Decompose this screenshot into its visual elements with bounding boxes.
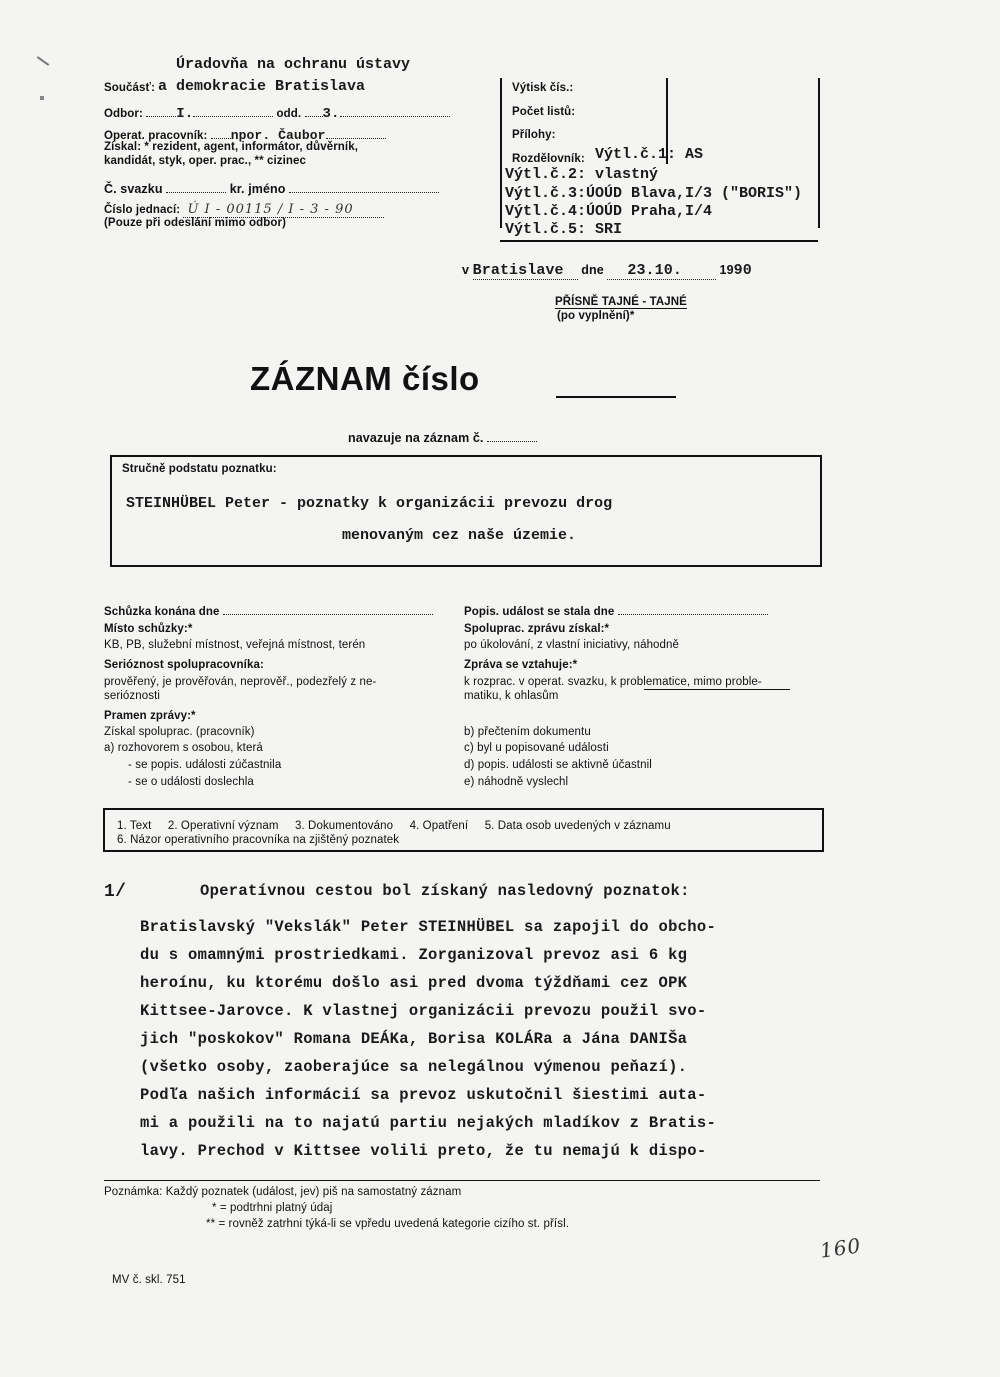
body-line-9: lavy. Prechod v Kittsee volili preto, že tu nemajú k dispo- — [140, 1142, 707, 1160]
body-line-8: mi a použili na to najatú partiu nejakých mladíkov z Bratis- — [140, 1114, 717, 1132]
spoluprac-value: po úkolování, z vlastní iniciativy, náhodně — [464, 639, 680, 651]
summary-box — [110, 455, 822, 567]
misto-value: KB, PB, služební místnost, veřejná místnost, terén — [104, 639, 366, 651]
page-title: ZÁZNAM číslo — [250, 360, 480, 397]
date-row: v Bratislave dne 23.10. 1990 — [462, 262, 752, 279]
date-value: 23.10. — [607, 262, 716, 280]
body-line-1: Bratislavský "Vekslák" Peter STEINHÜBEL sa zapojil do obcho- — [140, 918, 717, 936]
body-line-4: Kittsee-Jarovce. K vlastnej organizácii prevozu použil svo- — [140, 1002, 707, 1020]
classification-line1: PŘÍSNĚ TAJNÉ - TAJNÉ — [555, 296, 687, 308]
body-line-7: Podľa našich informácií sa prevoz uskutočnil šiestimi auta- — [140, 1086, 707, 1104]
summary-line2: menovaným cez naše územie. — [342, 527, 577, 544]
form-id: MV č. skl. 751 — [112, 1274, 186, 1286]
zprava-line1: k rozprac. v operat. svazku, k problematice, mimo proble- — [464, 676, 762, 688]
body-line-3: heroínu, ku ktorému došlo asi pred dvoma týždňami cez OPK — [140, 974, 688, 992]
place-value: Bratislave — [473, 262, 578, 280]
misto-label: Místo schůzky:* — [104, 623, 193, 635]
distribution-box-bottom-border — [500, 240, 818, 242]
distribution-line-4: Výtl.č.4:ÚOÚD Praha,I/4 — [505, 203, 713, 220]
popis-row: Popis. událost se stala dne — [464, 602, 768, 618]
navazuje-row: navazuje na záznam č. — [348, 429, 537, 445]
pracovnik-row: Operat. pracovník: npor. Čaubor — [104, 126, 386, 143]
vytisk-label: Výtisk čís.: — [512, 82, 574, 94]
spoluprac-label: Spoluprac. zprávu získal:* — [464, 623, 610, 635]
option-e: e) náhodně vyslechl — [464, 776, 569, 788]
odbor-label: Odbor: I. odd. 3. — [104, 104, 450, 122]
title-number-line — [556, 396, 676, 398]
body-marker: 1/ — [104, 882, 127, 902]
footer-separator — [104, 1180, 820, 1181]
scan-mark — [37, 56, 50, 66]
body-line-2: du s omamnými prostriedkami. Zorganizoval prevoz asi 6 kg — [140, 946, 688, 964]
distribution-box-right-border — [818, 78, 820, 228]
pracovnik-value: npor. Čaubor — [230, 128, 326, 143]
pramen-line3: - se popis. události zúčastnila — [128, 759, 282, 771]
summary-line1: STEINHÜBEL Peter - poznatky k organizácii prevozu drog — [126, 495, 613, 512]
schuzka-row: Schůzka konána dne — [104, 602, 433, 618]
prilohy-label: Přílohy: — [512, 129, 556, 141]
footer-star1: * = podtrhni platný údaj — [212, 1202, 333, 1214]
footer-poznamka: Poznámka: Každý poznatek (událost, jev) piš na samostatný záznam — [104, 1186, 462, 1198]
office-name-line1: Úradovňa na ochranu ústavy — [176, 56, 411, 73]
svazek-row: Č. svazku kr. jméno — [104, 180, 439, 196]
option-d: d) popis. události se aktivně účastnil — [464, 759, 652, 771]
body-line-5: jich "poskokov" Romana DEÁKa, Borisa KOLÁRa a Jána DANIŠa — [140, 1030, 688, 1048]
scan-mark — [40, 96, 44, 100]
odd-value: 3. — [322, 106, 340, 122]
body-heading: Operatívnou cestou bol získaný nasledovný poznatok: — [200, 882, 690, 900]
classification-line2: (po vyplnění)* — [557, 310, 635, 322]
pramen-line1: Získal spoluprac. (pracovník) — [104, 726, 255, 738]
pocet-label: Počet listů: — [512, 106, 576, 118]
seriosnost-line1: prověřený, je prověřován, neprověř., podezřelý z ne- — [104, 676, 377, 688]
pramen-line2: a) rozhovorem s osobou, která — [104, 742, 263, 754]
distribution-line-2: Výtl.č.2: vlastný — [505, 166, 659, 183]
legend-line2: 6. Názor operativního pracovníka na zjištěný poznatek — [117, 834, 400, 846]
zprava-label: Zpráva se vztahuje:* — [464, 659, 578, 671]
zprava-line2: matiku, k ohlasům — [464, 690, 559, 702]
body-line-6: (všetko osoby, zaoberajúce sa nelegálnou výmenou peňazí). — [140, 1058, 688, 1076]
distribution-line-1: Výtl.č.1: AS — [595, 146, 704, 163]
year-value: 90 — [733, 262, 752, 279]
ziskal-line1: Získal: * rezident, agent, informátor, důvěrník, — [104, 141, 359, 153]
legend-line1: 1. Text 2. Operativní význam 3. Dokumentováno 4. Opatření 5. Data osob uvedených v záznamu — [117, 820, 671, 832]
summary-label: Stručně podstatu poznatku: — [122, 463, 277, 475]
office-name-line2: a demokracie Bratislava — [158, 78, 366, 95]
odbor-value: I. — [176, 106, 194, 122]
zprava-underline — [644, 689, 790, 690]
pramen-label: Pramen zprávy:* — [104, 710, 196, 722]
pramen-line4: - se o události doslechla — [128, 776, 254, 788]
rozdelovnik-label: Rozdělovník: — [512, 153, 585, 165]
footer-star2: ** = rovněž zatrhni týká-li se vpředu uvedená kategorie cizího st. přísl. — [206, 1218, 570, 1230]
legend-box — [103, 808, 824, 852]
page-number: 160 — [818, 1233, 863, 1263]
option-c: c) byl u popisované události — [464, 742, 609, 754]
jednaci-row: Číslo jednací: Ú I - 00115 / I - 3 - 90 — [104, 202, 384, 217]
ziskal-line2: kandidát, styk, oper. prac., ** cizinec — [104, 155, 307, 167]
distribution-line-3: Výtl.č.3:ÚOÚD Blava,I/3 ("BORIS") — [505, 185, 803, 202]
distribution-box-left-border — [500, 78, 502, 228]
seriosnost-label: Serióznost spolupracovníka: — [104, 659, 264, 671]
distribution-line-5: Výtl.č.5: SRI — [505, 221, 623, 238]
soucast-label: Součásť: — [104, 82, 156, 94]
pouze-label: (Pouze při odeslání mimo odbor) — [104, 217, 286, 229]
option-b: b) přečtením dokumentu — [464, 726, 591, 738]
jednaci-value: Ú I - 00115 / I - 3 - 90 — [183, 202, 383, 218]
seriosnost-line2: serióznosti — [104, 690, 161, 702]
